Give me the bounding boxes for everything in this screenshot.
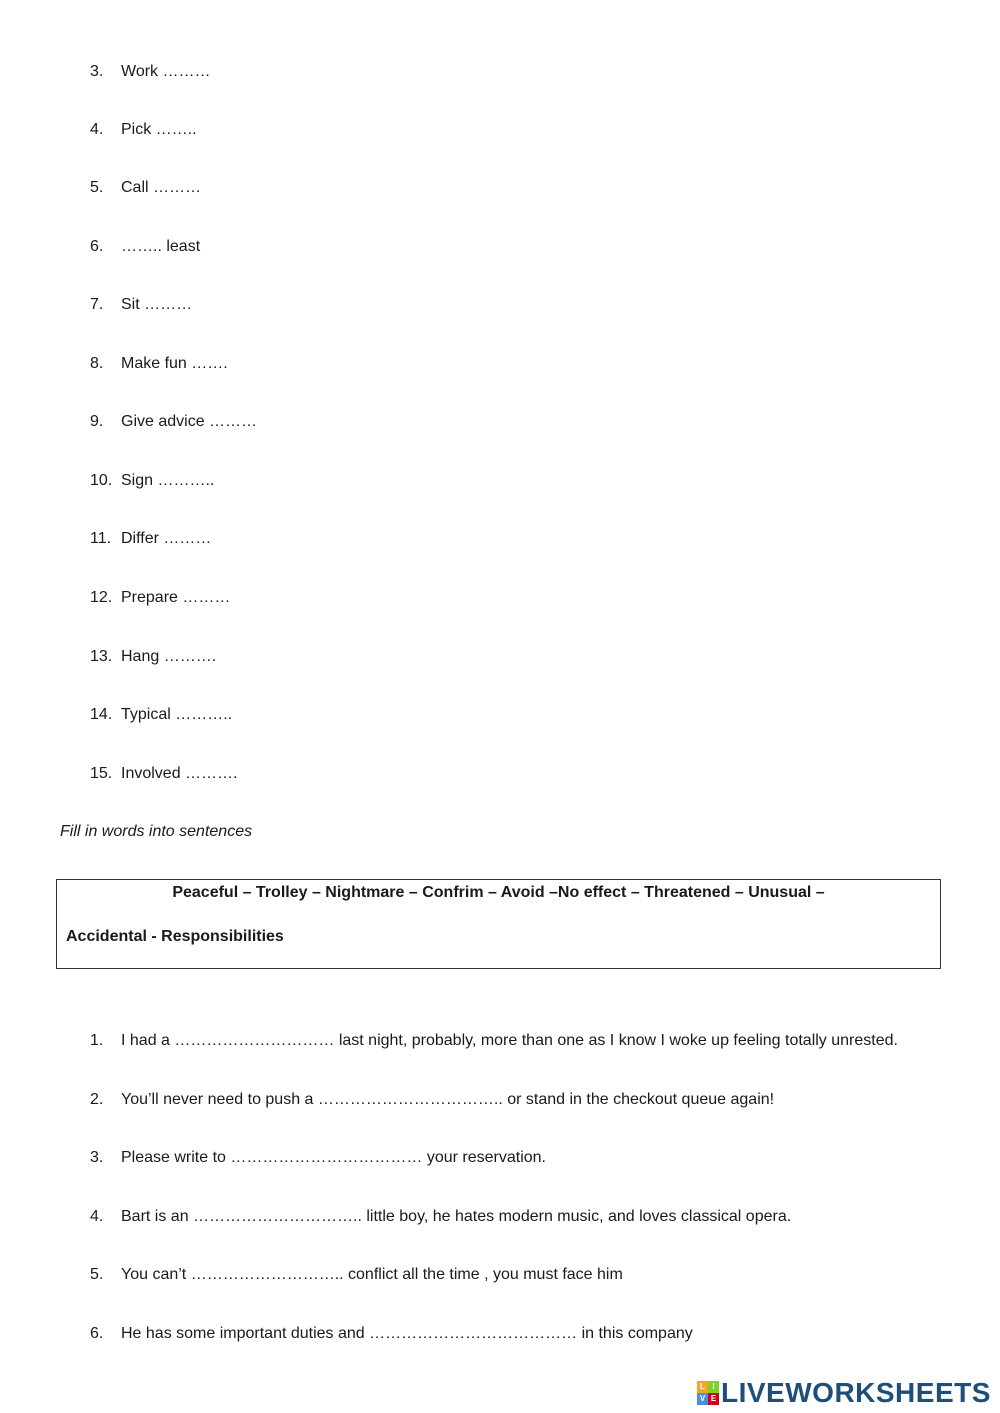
item-number: 1. <box>90 1032 104 1049</box>
word-bank-line: Accidental - Responsibilities <box>66 928 284 945</box>
list-item <box>90 529 211 549</box>
item-text: Prepare ……… <box>121 589 231 606</box>
item-number: 4. <box>90 1208 104 1225</box>
item-number: 10. <box>90 472 113 489</box>
item-text: Hang ………. <box>121 648 217 665</box>
item-number: 2. <box>90 1091 104 1108</box>
item-number: 5. <box>90 1266 104 1283</box>
sentence-text: He has some important duties and ………………………………… in this company <box>121 1325 693 1342</box>
sentence-text: Bart is an ………………………….. little boy, he hates modern music, and loves classical opera. <box>121 1208 792 1225</box>
list-item <box>90 647 216 667</box>
list-item <box>90 412 257 432</box>
list-item <box>90 62 210 82</box>
sentence-item <box>90 1324 693 1344</box>
logo-tile: L <box>697 1381 708 1393</box>
list-item <box>90 120 197 140</box>
item-number: 6. <box>90 1325 104 1342</box>
item-number: 14. <box>90 706 113 723</box>
item-text: …….. least <box>121 238 201 255</box>
item-number: 8. <box>90 355 104 372</box>
list-item <box>90 237 200 257</box>
item-text: Sit ……… <box>121 296 193 313</box>
logo-tiles-icon <box>697 1381 719 1405</box>
item-number: 3. <box>90 63 104 80</box>
sentence-item <box>90 1265 623 1285</box>
word-bank-box <box>56 879 941 969</box>
list-item <box>90 588 230 608</box>
item-text: Involved ………. <box>121 765 238 782</box>
logo-tile: E <box>708 1393 719 1405</box>
list-item <box>90 471 214 491</box>
item-number: 9. <box>90 413 104 430</box>
sentence-item <box>90 1031 898 1051</box>
sentence-text: I had a ………………………… last night, probably, more than one as I know I woke up feeling totally unrested. <box>121 1032 898 1049</box>
liveworksheets-logo[interactable] <box>697 1376 991 1410</box>
item-text: Make fun ……. <box>121 355 228 372</box>
list-item <box>90 705 232 725</box>
logo-tile: I <box>708 1381 719 1393</box>
item-text: Pick …….. <box>121 121 197 138</box>
word-bank-line: Peaceful – Trolley – Nightmare – Confrim – Avoid –No effect – Threatened – Unusual – <box>172 884 825 901</box>
sentence-item <box>90 1207 791 1227</box>
list-item <box>90 764 237 784</box>
item-number: 13. <box>90 648 113 665</box>
sentence-item <box>90 1090 774 1110</box>
section-instruction: Fill in words into sentences <box>60 823 253 840</box>
logo-text: LIVEWORKSHEETS <box>721 1377 991 1408</box>
item-number: 15. <box>90 765 113 782</box>
list-item <box>90 295 192 315</box>
item-text: Sign ……….. <box>121 472 215 489</box>
item-number: 11. <box>90 530 112 547</box>
item-number: 12. <box>90 589 113 606</box>
item-text: Call ……… <box>121 179 202 196</box>
item-number: 4. <box>90 121 104 138</box>
sentence-text: You’ll never need to push a …………………………….. or stand in the checkout queue again! <box>121 1091 775 1108</box>
sentence-text: You can’t ……………………….. conflict all the time , you must face him <box>121 1266 623 1283</box>
item-number: 6. <box>90 238 104 255</box>
list-item <box>90 178 201 198</box>
item-text: Work ……… <box>121 63 211 80</box>
item-text: Differ ……… <box>121 530 212 547</box>
item-number: 7. <box>90 296 104 313</box>
item-text: Give advice ……… <box>121 413 258 430</box>
logo-tile: V <box>697 1393 708 1405</box>
sentence-text: Please write to ……………………………… your reservation. <box>121 1149 546 1166</box>
item-number: 3. <box>90 1149 104 1166</box>
list-item <box>90 354 228 374</box>
sentence-item <box>90 1148 546 1168</box>
item-text: Typical ……….. <box>121 706 233 723</box>
item-number: 5. <box>90 179 104 196</box>
